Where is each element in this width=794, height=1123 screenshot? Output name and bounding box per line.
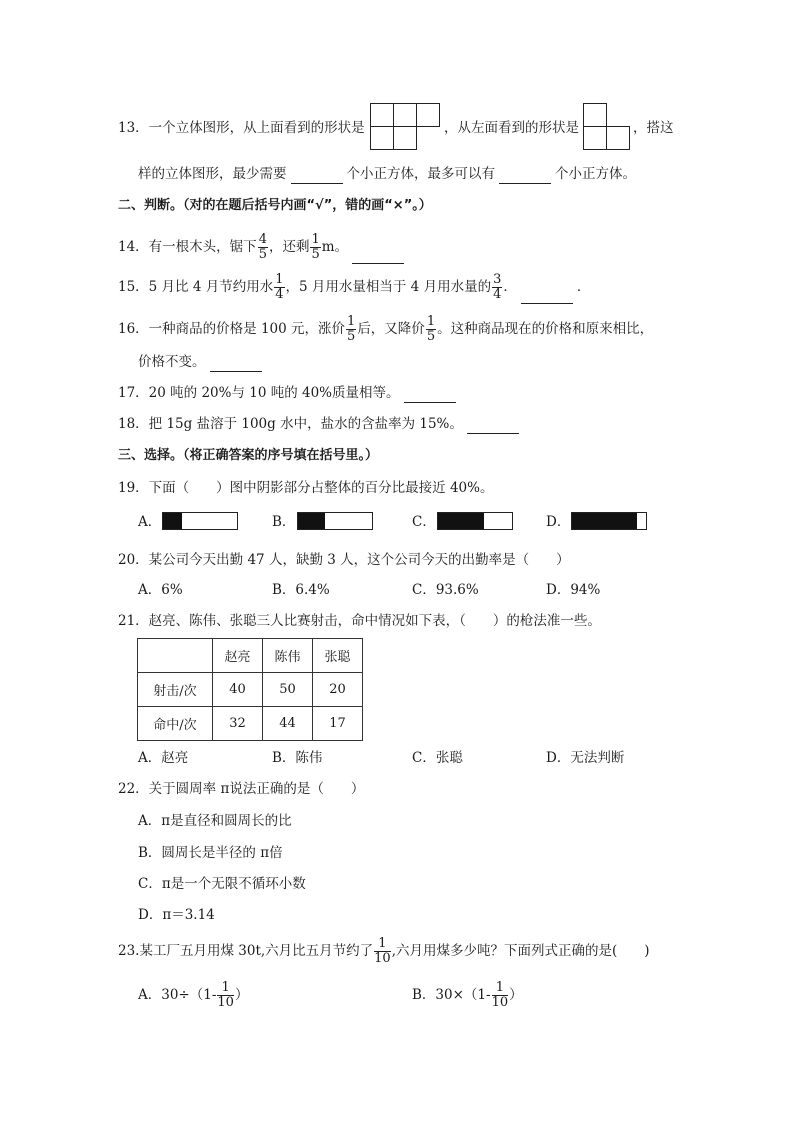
table-cell: 44 (263, 707, 313, 741)
q20-option-d[interactable]: D．94% (546, 582, 601, 598)
answer-blank[interactable] (521, 289, 573, 304)
q13-line2: 样的立体图形，最少需要 个小正方体，最多可以有 个小正方体。 (138, 166, 636, 182)
table-row-label: 命中/次 (138, 707, 213, 741)
q21-option-c[interactable]: C．张聪 (412, 750, 463, 766)
q23-option-a[interactable]: A．30÷（1- $\frac{1}{10}$ ） (138, 980, 249, 1010)
q19-option-d-bar[interactable] (571, 512, 647, 530)
q17: 17．20 吨的 20%与 10 吨的 40%质量相等。 (118, 383, 460, 403)
q18: 18．把 15g 盐溶于 100g 水中，盐水的含盐率为 15%。 (118, 414, 523, 434)
q19-option-c-bar[interactable] (437, 512, 513, 530)
shaded-part (438, 513, 484, 529)
q15: 15．5 月比 4 月节约用水 $\frac{1}{4}$ ，5 月用水量相当于 4 月用水量的 $\frac{3}{4}$ ． ． (118, 272, 591, 302)
q22: 22．关于圆周率 π说法正确的是（ ） (118, 781, 365, 797)
table-header: 陈伟 (263, 639, 313, 673)
answer-blank[interactable] (467, 419, 519, 434)
table-cell: 40 (213, 673, 263, 707)
q23-option-b[interactable]: B．30×（1- $\frac{1}{10}$ ） (412, 980, 523, 1010)
q22-option-d[interactable]: D．π＝3.14 (138, 907, 215, 923)
fraction: $\frac{3}{4}$ (493, 272, 502, 302)
q20-option-b[interactable]: B．6.4% (272, 582, 330, 598)
q19-option-a-bar[interactable] (162, 512, 238, 530)
shaded-part (163, 513, 182, 529)
q22-option-b[interactable]: B．圆周长是半径的 π倍 (138, 845, 283, 861)
q21: 21．赵亮、陈伟、张聪三人比赛射击，命中情况如下表，（ ）的枪法准一些。 (118, 613, 601, 629)
shaded-part (572, 513, 637, 529)
table-cell: 50 (263, 673, 313, 707)
q23: 23.某工厂五月用煤 30t,六月比五月节约了 $\frac{1}{10}$ ,六月用煤多少吨？下面列式正确的是( ) (118, 936, 650, 966)
q22-option-a[interactable]: A．π是直径和圆周长的比 (138, 813, 292, 829)
table-cell: 32 (213, 707, 263, 741)
q21-option-d[interactable]: D．无法判断 (546, 750, 625, 766)
q20-option-c[interactable]: C．93.6% (412, 582, 479, 598)
answer-blank[interactable] (499, 169, 551, 184)
q16-line2: 价格不变。 (138, 352, 266, 372)
q13-line1: 13．一个立体图形，从上面看到的形状是 (118, 120, 365, 136)
fraction: $\frac{1}{5}$ (426, 314, 436, 344)
q19-option-c-label: C． (412, 514, 436, 530)
section-2-heading: 二、判断。（对的在题后括号内画“√”，错的画“×”。） (118, 198, 432, 213)
table-header: 张聪 (313, 639, 363, 673)
fraction: $\frac{4}{5}$ (258, 232, 267, 262)
q20: 20．某公司今天出勤 47 人，缺勤 3 人，这个公司今天的出勤率是（ ） (118, 552, 570, 568)
fraction: $\frac{1}{10}$ (374, 936, 391, 966)
answer-blank[interactable] (291, 169, 343, 184)
q19-option-d-label: D． (546, 514, 571, 530)
shooting-table (137, 638, 363, 741)
table-cell: 20 (313, 673, 363, 707)
fraction: $\frac{1}{5}$ (311, 232, 320, 262)
fraction: $\frac{1}{10}$ (217, 980, 234, 1010)
q19-option-b-bar[interactable] (297, 512, 373, 530)
table-header: 赵亮 (213, 639, 263, 673)
q22-option-c[interactable]: C．π是一个无限不循环小数 (138, 876, 306, 892)
answer-blank[interactable] (404, 388, 456, 403)
q19-option-a-label: A． (138, 514, 162, 530)
q20-option-a[interactable]: A．6% (138, 582, 183, 598)
q21-option-b[interactable]: B．陈伟 (272, 750, 323, 766)
fraction: $\frac{1}{5}$ (347, 314, 356, 344)
fraction: $\frac{1}{4}$ (275, 272, 284, 302)
q19: 19．下面（ ）图中阴影部分占整体的百分比最接近 40%。 (118, 480, 494, 496)
shaded-part (298, 513, 325, 529)
answer-blank[interactable] (210, 357, 262, 372)
table-cell: 17 (313, 707, 363, 741)
q16: 16．一种商品的价格是 100 元，涨价 $\frac{1}{5}$ 后，又降价 $\frac{1}{5}$ 。这种商品现在的价格和原来相比， (118, 314, 654, 344)
answer-blank[interactable] (352, 249, 404, 264)
q13-mid: ，从左面看到的形状是 (444, 120, 579, 136)
table-row-label: 射击/次 (138, 673, 213, 707)
fraction: $\frac{1}{10}$ (491, 980, 509, 1010)
section-3-heading: 三、选择。（将正确答案的序号填在括号里。） (118, 448, 379, 463)
table-cell (138, 639, 213, 673)
q21-option-a[interactable]: A．赵亮 (138, 750, 189, 766)
q19-option-b-label: B． (272, 514, 296, 530)
q13-post: ，搭这 (633, 120, 674, 136)
q14: 14．有一根木头，锯下 $\frac{4}{5}$ ，还剩 $\frac{1}{5}$ m。 (118, 230, 408, 264)
